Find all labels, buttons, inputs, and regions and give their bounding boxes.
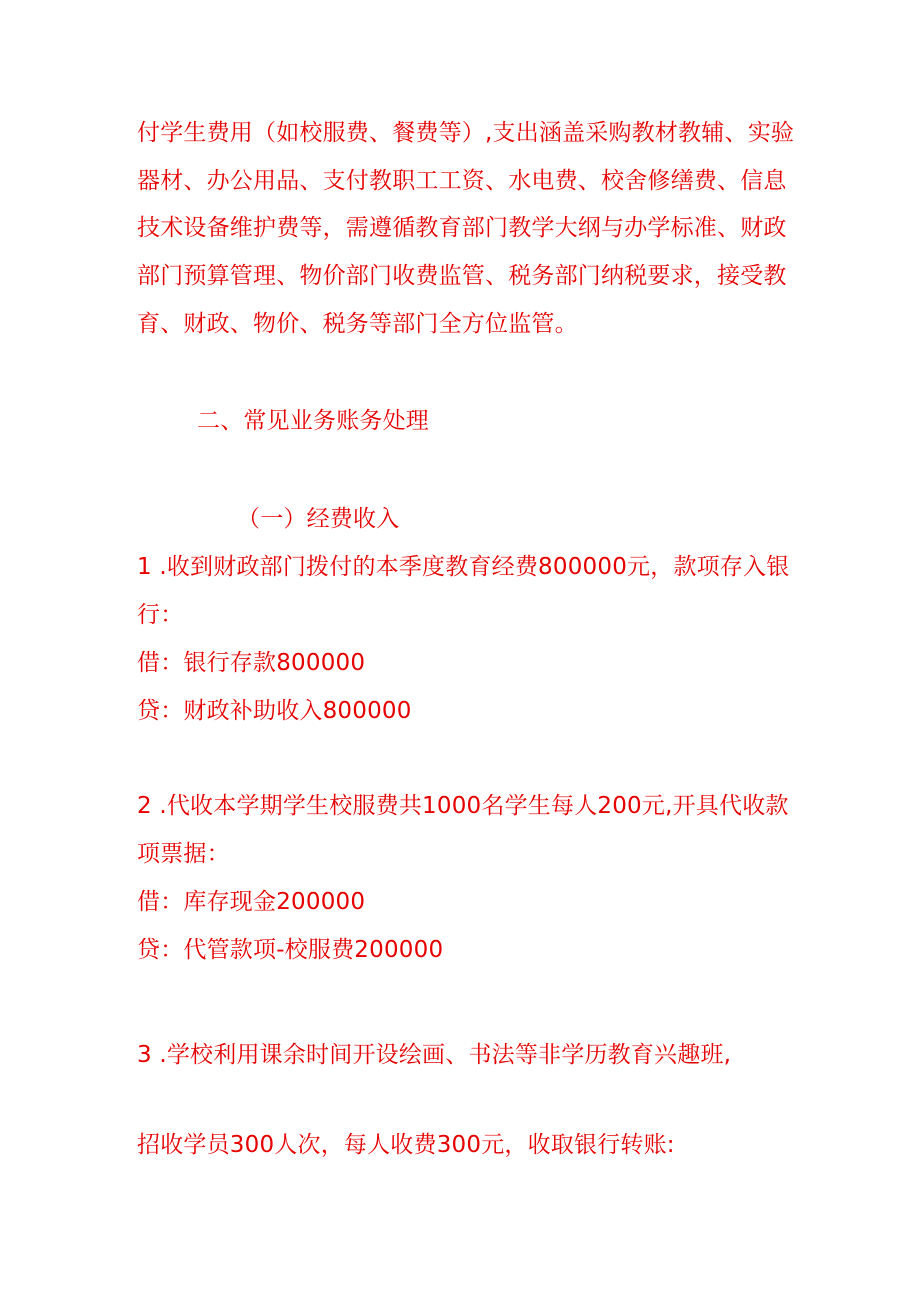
section-heading: 二、常见业务账务处理 bbox=[197, 408, 429, 434]
item2-line-1: 2 .代收本学期学生校服费共1000名学生每人200元,开具代收款 bbox=[137, 793, 789, 819]
intro-line-5: 育、财政、物价、税务等部门全方位监管。 bbox=[137, 311, 578, 337]
item1-debit-entry: 借：银行存款800000 bbox=[137, 650, 366, 676]
intro-line-1: 付学生费用（如校服费、餐费等）,支出涵盖采购教材教辅、实验 bbox=[137, 120, 795, 146]
intro-line-4: 部门预算管理、物价部门收费监管、税务部门纳税要求，接受教 bbox=[137, 263, 787, 289]
item3-line-1: 3 .学校利用课余时间开设绘画、书法等非学历教育兴趣班, bbox=[137, 1042, 732, 1068]
item1-credit-entry: 贷：财政补助收入800000 bbox=[137, 698, 412, 724]
item2-debit-entry: 借：库存现金200000 bbox=[137, 889, 366, 915]
item3-line-2: 招收学员300人次，每人收费300元，收取银行转账: bbox=[137, 1132, 675, 1158]
intro-line-2: 器材、办公用品、支付教职工工资、水电费、校舍修缮费、信息 bbox=[137, 168, 787, 194]
subsection-heading: （一）经费收入 bbox=[237, 506, 400, 532]
item2-credit-entry: 贷：代管款项-校服费200000 bbox=[137, 937, 444, 963]
item1-line-2: 行： bbox=[137, 602, 184, 628]
intro-line-3: 技术设备维护费等，需遵循教育部门教学大纲与办学标准、财政 bbox=[137, 215, 787, 241]
item1-line-1: 1 .收到财政部门拨付的本季度教育经费800000元，款项存入银 bbox=[137, 554, 790, 580]
item2-line-2: 项票据： bbox=[137, 841, 230, 867]
